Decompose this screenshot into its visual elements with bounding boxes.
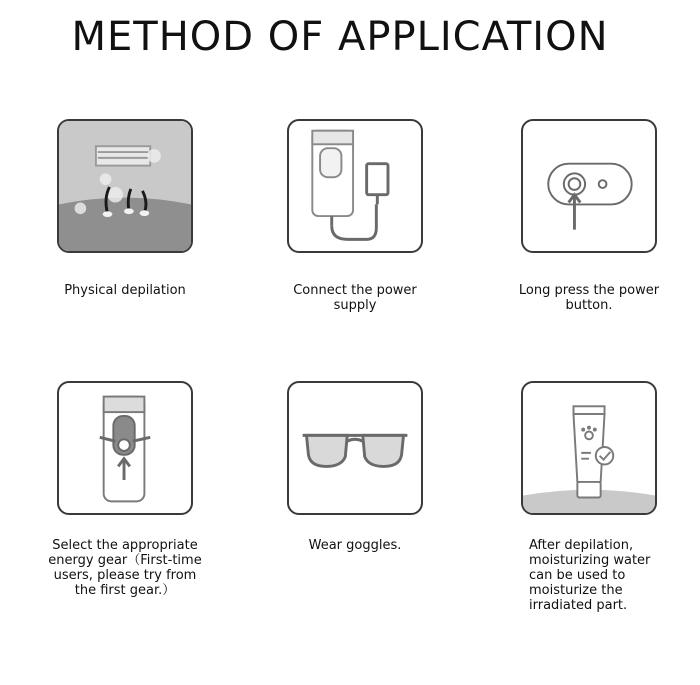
step-caption-energy-gear: Select the appropriate energy gear（First-time users, please try from the first gear.） <box>48 538 202 598</box>
device-power-adapter-icon <box>289 121 421 251</box>
step-tile-energy-gear <box>57 381 193 515</box>
moisturizer-tube-icon <box>523 383 655 513</box>
step-caption-connect-power: Connect the power supply <box>293 283 417 313</box>
step-tile-goggles <box>287 381 423 515</box>
step-tile-connect-power <box>287 119 423 253</box>
energy-gear-selector-icon <box>59 383 191 513</box>
page-title: METHOD OF APPLICATION <box>71 14 609 60</box>
goggles-icon <box>289 383 421 513</box>
razor-hair-icon <box>59 121 191 251</box>
power-button-icon <box>523 121 655 251</box>
step-tile-power-button <box>521 119 657 253</box>
step-caption-power-button: Long press the power button. <box>518 283 660 313</box>
step-caption-moisturizer: After depilation, moisturizing water can be used to moisturize the irradiated part. <box>529 538 651 613</box>
step-caption-physical-depilation: Physical depilation <box>64 283 186 298</box>
step-tile-physical-depilation <box>57 119 193 253</box>
step-caption-goggles: Wear goggles. <box>308 538 402 553</box>
step-tile-moisturizer <box>521 381 657 515</box>
